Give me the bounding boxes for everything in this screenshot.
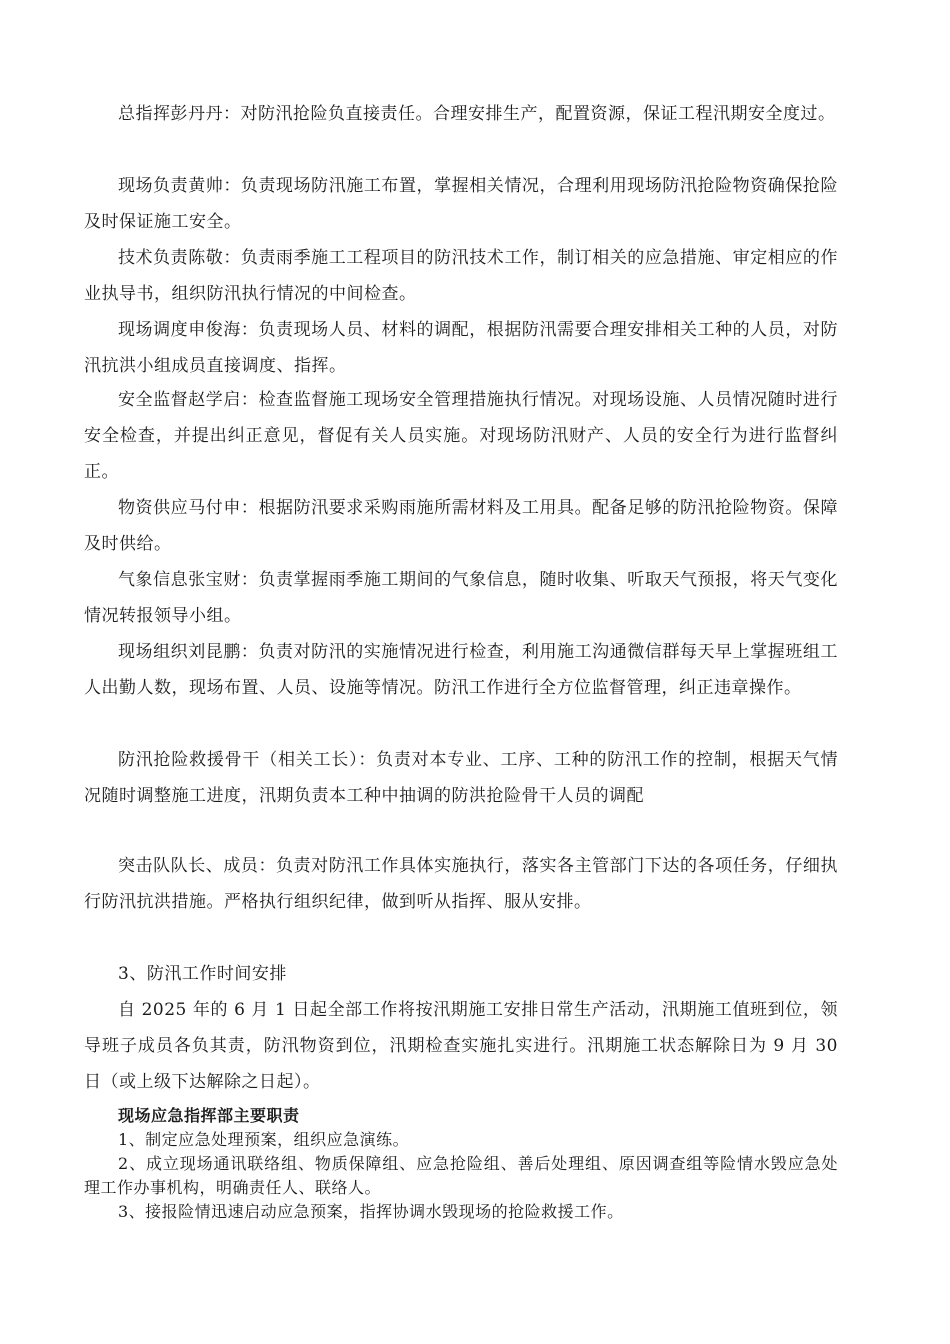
command-title: 现场应急指挥部主要职责 <box>118 1106 300 1125</box>
duty-rescue-backbone: 防汛抢险救援骨干（相关工长）：负责对本专业、工序、工种的防汛工作的控制，根据天气情况随时调整施工进度，汛期负责本工种中抽调的防洪抢险骨干人员的调配 <box>84 750 838 806</box>
command-duties <box>84 1104 838 1224</box>
duty-site-leader: 现场负责黄帅：负责现场防汛施工布置，掌握相关情况，合理利用现场防汛抢险物资确保抢险及时保证施工安全。 <box>84 176 838 232</box>
duty-dispatch: 现场调度申俊海：负责现场人员、材料的调配，根据防汛需要合理安排相关工种的人员，对防汛抗洪小组成员直接调度、指挥。 <box>84 320 838 376</box>
command-item: 2、成立现场通讯联络组、物质保障组、应急抢险组、善后处理组、原因调查组等险情水毁应急处理工作办事机构，明确责任人、联络人。 <box>84 1154 838 1197</box>
duty-technical: 技术负责陈敬：负责雨季施工工程项目的防汛技术工作，制订相关的应急措施、审定相应的作业执导书，组织防汛执行情况的中间检查。 <box>84 248 838 304</box>
section-body: 自 2025 年的 6 月 1 日起全部工作将按汛期施工安排日常生产活动，汛期施工值班到位，领导班子成员各负其责，防汛物资到位，汛期检查实施扎实进行。汛期施工状态解除日为 9 月 30 日（或上级下达解除之日起）。 <box>84 1000 838 1092</box>
duty-organization: 现场组织刘昆鹏：负责对防汛的实施情况进行检查，利用施工沟通微信群每天早上掌握班组工人出勤人数，现场布置、人员、设施等情况。防汛工作进行全方位监督管理，纠正违章操作。 <box>84 642 838 698</box>
duty-shock-team: 突击队队长、成员：负责对防汛工作具体实施执行，落实各主管部门下达的各项任务，仔细执行防汛抗洪措施。严格执行组织纪律，做到听从指挥、服从安排。 <box>84 856 838 912</box>
command-item: 3、接报险情迅速启动应急预案，指挥协调水毁现场的抢险救援工作。 <box>118 1202 624 1221</box>
duty-safety: 安全监督赵学启：检查监督施工现场安全管理措施执行情况。对现场设施、人员情况随时进行安全检查，并提出纠正意见，督促有关人员实施。对现场防汛财产、人员的安全行为进行监督纠正。 <box>84 390 838 482</box>
duty-weather: 气象信息张宝财：负责掌握雨季施工期间的气象信息，随时收集、听取天气预报，将天气变化情况转报领导小组。 <box>84 570 838 626</box>
duty-commander: 总指挥彭丹丹：对防汛抢险负直接责任。合理安排生产，配置资源，保证工程汛期安全度过。 <box>118 104 836 124</box>
duty-materials: 物资供应马付申：根据防汛要求采购雨施所需材料及工用具。配备足够的防汛抢险物资。保障及时供给。 <box>84 498 838 554</box>
section-heading: 3、防汛工作时间安排 <box>118 964 287 984</box>
command-item: 1、制定应急处理预案，组织应急演练。 <box>118 1130 410 1149</box>
